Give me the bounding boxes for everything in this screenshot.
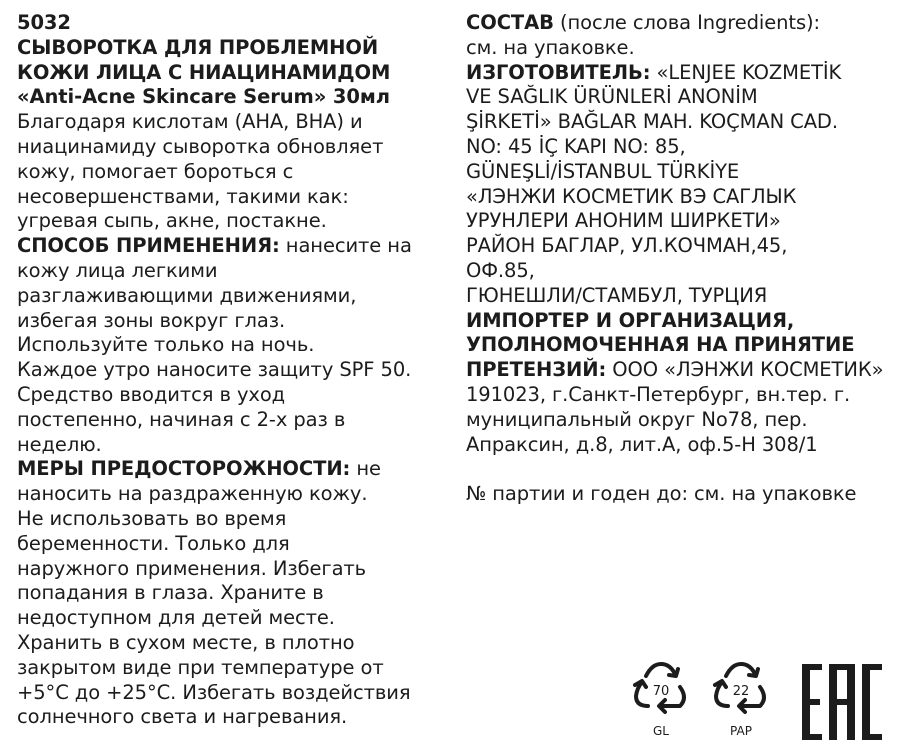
manufacturer-line: NO: 45 İÇ KAPI NO: 85, <box>466 134 686 158</box>
importer-line: 191023, г.Санкт-Петербург, вн.тер. г. <box>466 382 851 406</box>
manufacturer-line: GÜNEŞLİ/İSTANBUL TÜRKİYE <box>466 159 740 183</box>
precautions-line: наносить на раздраженную кожу. <box>17 482 368 506</box>
usage-section <box>17 234 447 457</box>
precautions-line: +5°С до +25°С. Избегать воздействия <box>17 680 411 704</box>
composition-section <box>466 11 896 61</box>
manufacturer-line: ŞİRKETİ» BAĞLAR MAH. KOÇMAN CAD. <box>466 110 838 134</box>
importer-heading-line: УПОЛНОМОЧЕННАЯ НА ПРИНЯТИЕ <box>466 333 855 357</box>
manufacturer-line: УРУНЛЕРИ АНОНИМ ШИРКЕТИ» <box>466 209 781 233</box>
usage-line: постепенно, начиная с 2-х раз в <box>17 407 346 431</box>
usage-text: нанесите на <box>279 234 412 258</box>
recycle-label: PAP <box>730 724 752 738</box>
description-line: кожу, помогает бороться с <box>17 159 294 183</box>
manufacturer-line: ОФ.85, <box>466 258 535 282</box>
precautions-text: не <box>350 457 381 481</box>
manufacturer-first-line <box>466 61 896 86</box>
batch-info: № партии и годен до: см. на упаковке <box>466 482 857 506</box>
precautions-first-line <box>17 457 447 482</box>
manufacturer-text: «LENJEE KOZMETİK <box>650 60 842 84</box>
importer-line: Апраксин, д.8, лит.А, оф.5-Н 308/1 <box>466 432 818 456</box>
importer-heading-line: ИМПОРТЕР И ОРГАНИЗАЦИЯ, <box>466 308 795 332</box>
precautions-line: попадания в глаза. Храните в <box>17 581 324 605</box>
usage-first-line <box>17 234 447 259</box>
description <box>17 110 447 234</box>
importer-line: муниципальный округ No78, пер. <box>466 407 808 431</box>
article-number: 5032 <box>17 11 71 34</box>
manufacturer-heading: ИЗГОТОВИТЕЛЬ: <box>466 60 651 84</box>
precautions-line: наружного применения. Избегать <box>17 556 367 580</box>
left-column <box>17 11 447 730</box>
importer-text: ООО «ЛЭНЖИ КОСМЕТИК» <box>606 358 884 382</box>
importer-heading-last: ПРЕТЕНЗИЙ: <box>466 358 607 382</box>
usage-line: Средство вводится в уход <box>17 382 286 406</box>
importer-section <box>466 309 896 458</box>
precautions-line: беременности. Только для <box>17 531 290 555</box>
precautions-line: солнечного света и нагревания. <box>17 705 348 729</box>
product-title-line: КОЖИ ЛИЦА С НИАЦИНАМИДОМ <box>17 60 391 84</box>
product-title-line: «Anti-Acne Skincare Serum» 30мл <box>17 85 390 109</box>
manufacturer-line: «ЛЭНЖИ КОСМЕТИК ВЭ САГЛЫК <box>466 184 797 208</box>
recycle-label: GL <box>653 724 669 738</box>
composition-heading: СОСТАВ <box>466 11 554 34</box>
usage-line: избегая зоны вокруг глаз. <box>17 308 286 332</box>
description-line: несовершенствами, такими как: <box>17 184 349 208</box>
product-title-line: СЫВОРОТКА ДЛЯ ПРОБЛЕМНОЙ <box>17 35 379 59</box>
precautions-line: закрытом виде при температуре от <box>17 655 384 679</box>
usage-line: разглаживающими движениями, <box>17 283 357 307</box>
precautions-section <box>17 457 447 730</box>
composition-line: см. на упаковке. <box>466 35 635 59</box>
description-line: Благодаря кислотам (АНА, ВНА) и <box>17 110 363 134</box>
manufacturer-section <box>466 61 896 309</box>
composition-text: (после слова Ingredients): <box>553 11 820 34</box>
recycle-number: 70 <box>652 684 670 699</box>
manufacturer-line: ГЮНЕШЛИ/СТАМБУЛ, ТУРЦИЯ <box>466 283 768 307</box>
precautions-heading: МЕРЫ ПРЕДОСТОРОЖНОСТИ: <box>17 457 351 481</box>
spacer <box>466 457 896 482</box>
composition-first-line <box>466 11 896 36</box>
usage-line: неделю. <box>17 432 102 456</box>
recycle-mark-glass <box>630 658 692 740</box>
usage-line: кожу лица легкими <box>17 258 218 282</box>
eac-mark-icon <box>802 664 882 740</box>
usage-line: Каждое утро наносите защиту SPF 50. <box>17 358 412 382</box>
recycle-mark-paper <box>710 658 772 740</box>
precautions-line: Не использовать во время <box>17 506 287 530</box>
usage-line: Используйте только на ночь. <box>17 333 315 357</box>
precautions-line: Хранить в сухом месте, в плотно <box>17 630 355 654</box>
usage-heading: СПОСОБ ПРИМЕНЕНИЯ: <box>17 234 280 258</box>
precautions-line: недоступном для детей месте. <box>17 606 335 630</box>
right-column <box>466 11 896 507</box>
manufacturer-line: РАЙОН БАГЛАР, УЛ.КОЧМАН,45, <box>466 234 788 258</box>
description-line: угревая сыпь, акне, постакне. <box>17 209 327 233</box>
description-line: ниацинамиду сыворотка обновляет <box>17 134 384 158</box>
recycle-number: 22 <box>732 684 750 699</box>
importer-first-line <box>466 358 896 383</box>
certification-marks <box>630 658 900 740</box>
manufacturer-line: VE SAĞLIK ÜRÜNLERİ ANONİM <box>466 85 758 109</box>
